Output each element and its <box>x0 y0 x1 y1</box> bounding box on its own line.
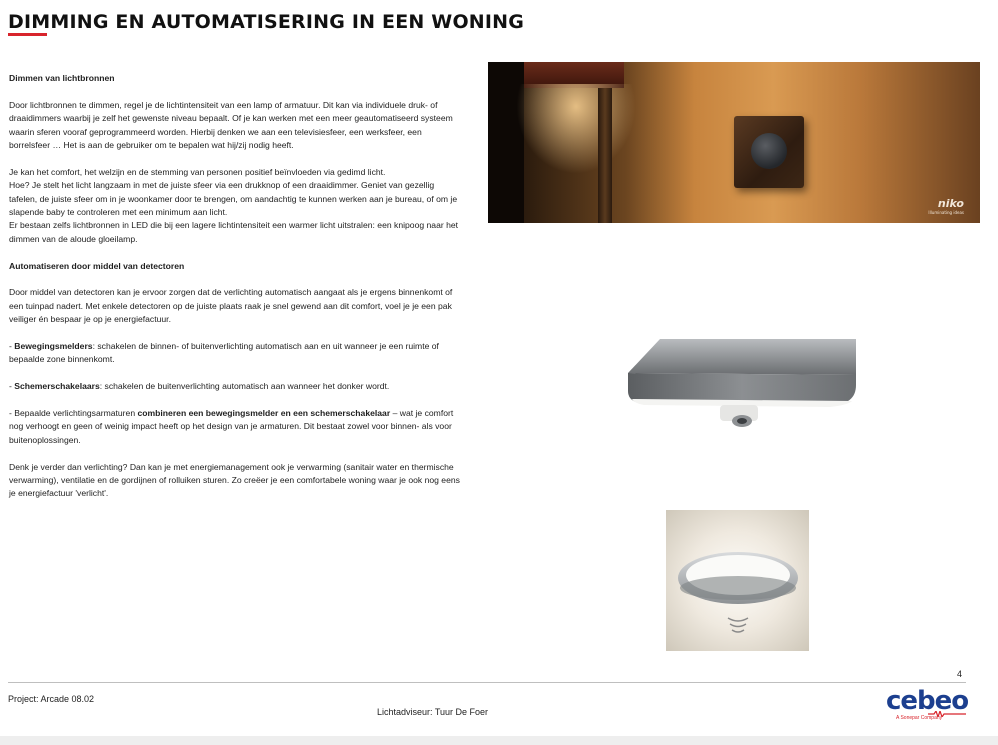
bullet-text-pre: - Bepaalde verlichtingsarmaturen <box>9 408 138 419</box>
niko-logo <box>928 197 964 215</box>
bullet-motion-sensors <box>9 340 464 367</box>
cebeo-logo-text: cebeo <box>886 686 969 716</box>
paragraph-dimming-intro: Door lichtbronnen te dimmen, regel je de lichtintensiteit van een lamp of armatuur. Dit kan via individuele druk- of draaidimmers waarbij je zelf het gewenste niveau bepaalt. Of je kan werken met een meer geautomatiseerd systeem waarin sferen vooraf geprogrammeerd worden. Hierbij denken we aan een televisiesfeer, een werksfeer, een borrelsfeer … Het is aan de gebruiker om te bepalen wat hij/zij nodig heeft. <box>9 99 453 151</box>
sensor-lens-core <box>737 418 747 424</box>
light-bottom <box>680 576 796 600</box>
paragraph-detectors-intro: Door middel van detectoren kan je ervoor zorgen dat de verlichting automatisch aangaat als je ergens binnenkomt of een tuinpad nadert. Met enkele detectoren op de juiste plaats raak je snel gewend aan dit comfort, voel je je een pak veiliger én bespaar je op je energiefactuur. <box>9 287 453 325</box>
page-title: DIMMING EN AUTOMATISERING IN EEN WONING <box>8 11 525 33</box>
section-heading-dimming: Dimmen van lichtbronnen <box>9 73 115 83</box>
advisor-label: Lichtadviseur: Tuur De Foer <box>377 707 489 717</box>
title-accent-bar <box>8 33 47 36</box>
bullet-text: : schakelen de buitenverlichting automatisch aan wanneer het donker wordt. <box>99 381 390 392</box>
rotary-dimmer-knob <box>751 133 787 169</box>
cebeo-logo <box>884 688 968 724</box>
project-label: Project: Arcade 08.02 <box>8 694 95 704</box>
section-heading-detectors: Automatiseren door middel van detectoren <box>9 260 185 271</box>
page-number: 4 <box>957 669 963 679</box>
paragraph-dimming-comfort <box>9 166 464 246</box>
body-text <box>9 72 464 514</box>
niko-logo-text: niko <box>937 197 964 210</box>
cebeo-tagline: A Sonepar Company <box>896 715 943 721</box>
bottom-margin-band <box>0 736 998 745</box>
bullet-combined-fixtures <box>9 407 464 447</box>
bullet-term: combineren een bewegingsmelder en een schemerschakelaar <box>137 408 391 419</box>
bullet-prefix: - <box>9 341 15 352</box>
sensor-luminaire-photo <box>620 335 860 435</box>
footer-divider <box>8 682 966 683</box>
bullet-term: Bewegingsmelders <box>14 341 93 352</box>
bullet-text: – wat je comfort nog verhoogt en geen of weinig impact heeft op het design van je armaturen. Dit bestaat zowel voor binnen- als voor buitenoplossingen. <box>9 408 454 445</box>
comfort-line-3: Er bestaan zelfs lichtbronnen in LED die bij een lagere lichtintensiteit een warmer licht uitstralen: een knipoog naar het dimmen van de aloude gloeilamp. <box>9 220 459 244</box>
comfort-line-1: Je kan het comfort, het welzijn en de stemming van personen positief beïnvloeden via gedimd licht. <box>9 166 386 177</box>
bullet-prefix: - <box>9 381 15 392</box>
bullet-text: : schakelen de binnen- of buitenverlichting automatisch aan en uit wanneer je een ruimte of bepaalde zone binnenkomt. <box>9 341 439 365</box>
niko-logo-tagline: Illuminating ideas <box>928 210 964 215</box>
bullet-term: Schemerschakelaars <box>14 381 100 392</box>
comfort-line-2: Hoe? Je stelt het licht langzaam in met de juiste sfeer via een drukknop of een draaidimmer. Geniet van gezellig tafelen, de juiste sfeer om in je woonkamer door te brengen, om aandachtig te kunnen werken aan je bureau, of om je slapende baby te controleren met een minimum aan licht. <box>9 180 458 218</box>
bullet-twilight-switches <box>9 380 464 393</box>
paragraph-energy-management: Denk je verder dan verlichting? Dan kan je met energiemanagement ook je verwarming (sanitair water en thermische verwarming), ventilatie en de gordijnen of rolluiken sturen. Zo creëer je een comfortabele woning waar je ook nog eens je energiefactuur 'verlicht'. <box>9 461 460 499</box>
ceiling-light-photo <box>666 510 809 651</box>
lamp-pole <box>598 88 612 223</box>
fixture-top <box>628 339 856 375</box>
lamp-glow <box>516 84 636 174</box>
dimmer-room-photo <box>488 62 980 223</box>
